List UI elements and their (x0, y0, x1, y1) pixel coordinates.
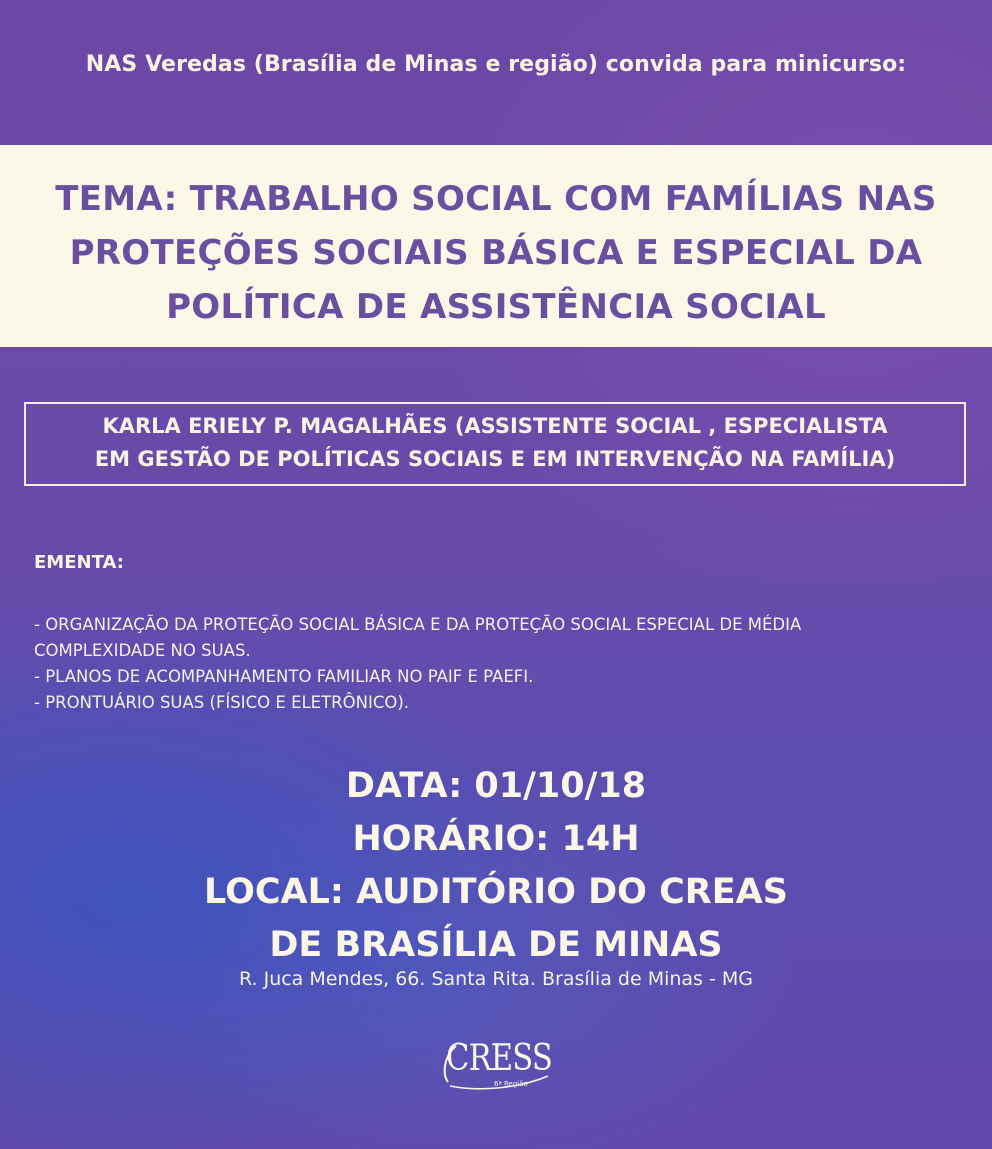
list-item: COMPLEXIDADE NO SUAS. (34, 641, 251, 660)
list-item: - PLANOS DE ACOMPANHAMENTO FAMILIAR NO PAIF E PAEFI. (34, 667, 534, 686)
event-time: HORÁRIO: 14H (352, 819, 640, 859)
address: R. Juca Mendes, 66. Santa Rita. Brasília de Minas - MG (238, 968, 754, 990)
event-location: LOCAL: AUDITÓRIO DO CREAS (204, 872, 788, 912)
tema-line: PROTEÇÕES SOCIAIS BÁSICA E ESPECIAL DA (69, 233, 923, 273)
ementa-list (34, 612, 974, 716)
speaker-info (24, 410, 966, 476)
list-item: - ORGANIZAÇÃO DA PROTEÇÃO SOCIAL BÁSICA E DA PROTEÇÃO SOCIAL ESPECIAL DE MÉDIA (34, 615, 802, 634)
ementa-title: EMENTA: (34, 552, 124, 573)
speaker-line: KARLA ERIELY P. MAGALHÃES (ASSISTENTE SOCIAL , ESPECIALISTA (102, 414, 888, 438)
tema-line: POLÍTICA DE ASSISTÊNCIA SOCIAL (166, 287, 826, 327)
list-item: - PRONTUÁRIO SUAS (FÍSICO E ELETRÔNICO). (34, 693, 410, 712)
cress-logo (440, 1038, 552, 1092)
event-details (0, 760, 992, 972)
speaker-line: EM GESTÃO DE POLÍTICAS SOCIAIS E EM INTERVENÇÃO NA FAMÍLIA) (94, 447, 896, 471)
logo-word: CRESS (446, 1038, 552, 1079)
logo-sub: 6ª Região (494, 1080, 528, 1088)
tema-line: TEMA: TRABALHO SOCIAL COM FAMÍLIAS NAS (55, 179, 937, 219)
event-location-city: DE BRASÍLIA DE MINAS (269, 925, 723, 965)
headline: NAS Veredas (Brasília de Minas e região) convida para minicurso: (85, 52, 907, 77)
event-date: DATA: 01/10/18 (345, 766, 647, 806)
tema-title (0, 172, 992, 334)
